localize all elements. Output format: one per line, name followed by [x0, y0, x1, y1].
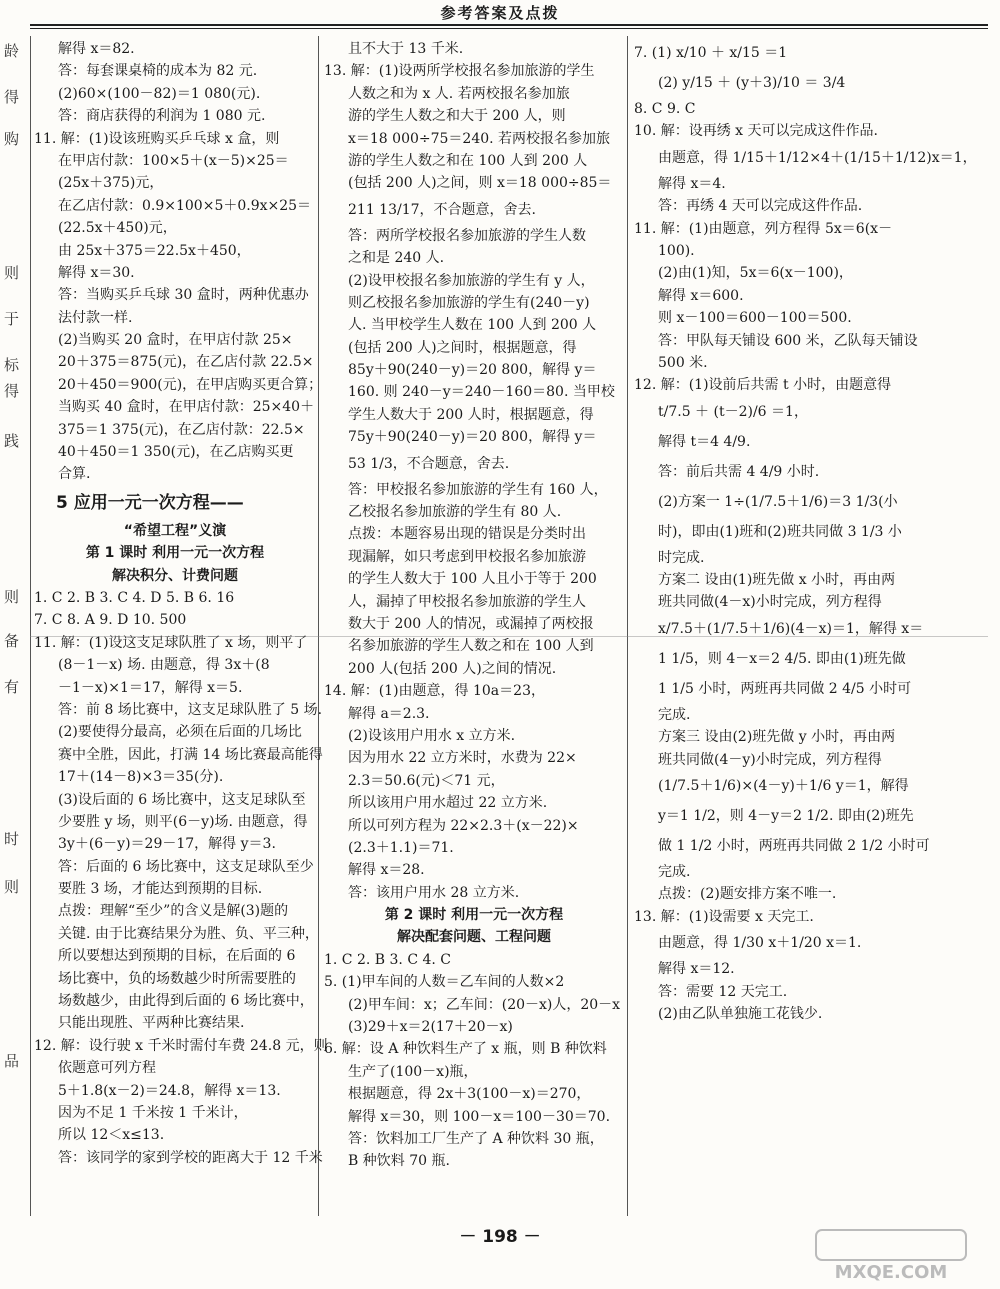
- answer-line: 解决积分、计费问题: [112, 567, 238, 584]
- answer-line: 13. 解：(1)设需要 x 天完工.: [634, 908, 814, 925]
- answer-line: 1 1/5 小时，两班再共同做 2 4/5 小时可: [658, 680, 912, 697]
- answer-line: 5. (1)甲车间的人数＝乙车间的人数×2: [324, 974, 565, 991]
- answer-line: 答：甲校报名参加旅游的学生有 160 人，: [348, 481, 608, 498]
- answer-line: 所以 12＜x≤13.: [58, 1127, 165, 1144]
- answer-line: 75y＋90(240－y)＝20 800，解得 y＝: [348, 429, 597, 446]
- answer-line: 方案二 设由(1)班先做 x 小时，再由两: [658, 572, 896, 589]
- answer-line: 17＋(14－8)×3＝35(分).: [58, 769, 224, 786]
- margin-fragment: 践: [4, 432, 20, 450]
- page-header: [0, 0, 1000, 36]
- answer-line: 完成.: [658, 706, 691, 723]
- answer-line: (2)由(1)知，5x＝6(x－100)，: [658, 265, 853, 282]
- answer-line: 40＋450＝1 350(元)，在乙店购买更: [58, 444, 294, 461]
- answer-line: 答：前后共需 4 4/9 小时.: [658, 463, 820, 480]
- answer-line: x/7.5＋(1/7.5＋1/6)(4－x)＝1，解得 x＝: [658, 620, 924, 637]
- answer-line: 1 1/5，则 4－x＝2 4/5. 即由(1)班先做: [658, 650, 906, 667]
- answer-line: 解得 x＝12.: [658, 961, 735, 978]
- answer-line: 只能出现胜、平两种比赛结果.: [58, 1015, 245, 1032]
- page-number: － 198 －: [459, 1227, 541, 1247]
- margin-fragment: 有: [4, 678, 20, 696]
- answer-line: 所以该用户用水超过 22 立方米.: [348, 795, 548, 812]
- answer-line: 游的学生人数之和大于 200 人，则: [348, 108, 566, 125]
- left-margin-fragments: [0, 36, 30, 1216]
- answer-line: 解得 x＝28.: [348, 862, 425, 879]
- answer-line: 少要胜 y 场，则平(6－y)场. 由题意，得: [58, 813, 308, 830]
- margin-fragment: 购: [4, 130, 20, 148]
- answer-line: 答：该同学的家到学校的距离大于 12 千米: [58, 1149, 323, 1166]
- margin-fragment: 得: [4, 88, 20, 106]
- answer-line: －1－x)×1＝17，解得 x＝5.: [58, 679, 243, 696]
- answer-line: (包括 200 人)之间，则 x＝18 000÷85＝: [348, 175, 612, 192]
- answer-line: 11. 解：(1)设这支足球队胜了 x 场，则平了: [34, 634, 308, 651]
- answer-line: y＝1 1/2，则 4－y＝2 1/2. 即由(2)班先: [658, 808, 914, 825]
- answer-line: 答：饮料加工厂生产了 A 种饮料 30 瓶，: [348, 1130, 604, 1147]
- answer-line: (2) y/15 ＋ (y＋3)/10 ＝ 3/4: [658, 75, 846, 91]
- answer-line: 则乙校报名参加旅游的学生有(240－y): [348, 294, 590, 311]
- answer-line: 点拨：本题容易出现的错误是分类时出: [348, 526, 586, 543]
- answer-line: 1. C 2. B 3. C 4. D 5. B 6. 16: [34, 589, 235, 606]
- watermark-logo: [796, 1228, 986, 1284]
- header-title: 参考答案及点拨: [440, 4, 560, 22]
- answer-line: 第 1 课时 利用一元一次方程: [85, 545, 265, 562]
- column-divider-2: [627, 36, 628, 1216]
- answer-line: 12. 解：设行驶 x 千米时需付车费 24.8 元，则: [34, 1037, 328, 1054]
- answer-line: 答：后面的 6 场比赛中，这支足球队至少: [58, 858, 314, 875]
- margin-fragment: 则: [4, 264, 20, 282]
- answer-line: 合算.: [58, 466, 91, 483]
- answer-line: 解得 x＝30.: [58, 264, 135, 281]
- answer-line: (3)29＋x＝2(17＋20－x): [348, 1019, 513, 1036]
- answer-line: 答：当购买乒乓球 30 盒时，两种优惠办: [58, 287, 309, 304]
- answer-line: 12. 解：(1)设前后共需 t 小时，由题意得: [634, 377, 892, 394]
- answer-line: (2)设该用户用水 x 立方米.: [348, 727, 516, 744]
- margin-fragment: 得: [4, 382, 20, 400]
- answer-line: 人数之和为 x 人. 若两校报名参加旅: [348, 85, 570, 102]
- answer-line: 方案三 设由(2)班先做 y 小时，再由两: [658, 729, 896, 746]
- answer-line: 由题意，得 1/30 x＋1/20 x＝1.: [658, 935, 862, 952]
- answer-line: 11. 解：(1)设该班购买乒乓球 x 盒，则: [34, 130, 280, 147]
- answer-line: 5 应用一元一次方程——: [56, 492, 244, 513]
- answer-line: 10. 解：设再绣 x 天可以完成这件作品.: [634, 123, 878, 140]
- page-fold-line: [30, 636, 988, 637]
- answer-line: 53 1/3，不合题意，舍去.: [348, 455, 510, 472]
- answer-line: 7. (1) x/10 ＋ x/15 ＝1: [634, 45, 788, 61]
- answer-line: (3)设后面的 6 场比赛中，这支足球队至: [58, 791, 306, 808]
- answer-line: 点拨：(2)题安排方案不唯一.: [658, 886, 837, 903]
- answer-line: 做 1 1/2 小时，两班再共同做 2 1/2 小时可: [658, 838, 930, 855]
- answer-line: 解得 x＝82.: [58, 41, 135, 57]
- answer-line: 解得 t＝4 4/9.: [658, 433, 751, 450]
- answer-line: 要胜 3 场，才能达到预期的目标.: [58, 881, 263, 898]
- answer-line: 答：再绣 4 天可以完成这件作品.: [658, 198, 863, 215]
- answer-line: 学生人数大于 200 人时，根据题意，得: [348, 406, 594, 423]
- margin-fragment: 于: [4, 310, 20, 328]
- answer-line: 7. C 8. A 9. D 10. 500: [34, 612, 187, 629]
- header-rule: [30, 24, 988, 26]
- answer-line: 赛中全胜，因此，打满 14 场比赛最高能得: [58, 746, 323, 763]
- answer-line: 解决配套问题、工程问题: [397, 929, 551, 946]
- answer-line: 20＋375＝875(元)，在乙店付款 22.5×: [58, 354, 314, 371]
- answer-line: 11. 解：(1)由题意，列方程得 5x＝6(x－: [634, 220, 893, 237]
- answer-line: 因为不足 1 千米按 1 千米计，: [58, 1104, 248, 1121]
- answer-line: 人，漏掉了甲校报名参加旅游的学生人: [348, 593, 586, 610]
- margin-fragment: 龄: [4, 42, 20, 60]
- answer-line: (2)方案一 1÷(1/7.5＋1/6)＝3 1/3(小: [658, 493, 898, 510]
- answer-line: 名参加旅游的学生人数之和在 100 人到: [348, 638, 594, 655]
- answer-line: 20＋450＝900(元)，在甲店购买更合算；: [58, 376, 323, 393]
- answer-line: 现漏解，如只考虑到甲校报名参加旅游: [348, 548, 586, 565]
- answer-line: 211 13/17，不合题意，舍去.: [348, 201, 536, 218]
- column-divider-left: [30, 36, 31, 1216]
- margin-fragment: 品: [4, 1052, 20, 1070]
- watermark-text: MXQE.COM: [834, 1262, 948, 1283]
- answer-line: (1/7.5＋1/6)×(4－y)＋1/6 y＝1，解得: [658, 778, 909, 795]
- answer-line: 解得 x＝600.: [658, 287, 744, 304]
- answer-line: “希望工程”义演: [123, 522, 227, 539]
- answer-line: 关键. 由于比赛结果分为胜、负、平三种，: [58, 925, 319, 942]
- answer-line: 根据题意，得 2x＋3(100－x)＝270，: [348, 1086, 591, 1103]
- answer-line: 时)，即由(1)班和(2)班共同做 3 1/3 小: [658, 523, 902, 540]
- answer-line: 生产了(100－x)瓶，: [348, 1063, 478, 1080]
- answer-line: 场比赛中，负的场数越少时所需要胜的: [58, 970, 296, 987]
- answer-line: 6. 解：设 A 种饮料生产了 x 瓶，则 B 种饮料: [324, 1041, 607, 1058]
- header-rule-thin: [30, 28, 988, 29]
- answer-line: 当购买 40 盒时，在甲店付款：25×40＋: [58, 399, 315, 416]
- answer-line: 375＝1 375(元)，在乙店付款：22.5×: [58, 421, 305, 438]
- answer-column-2: [324, 38, 624, 1173]
- answer-line: 13. 解：(1)设两所学校报名参加旅游的学生: [324, 63, 595, 80]
- answer-line: 答：前 8 场比赛中，这支足球队胜了 5 场.: [58, 701, 323, 718]
- answer-line: (2)当购买 20 盒时，在甲店付款 25×: [58, 332, 293, 349]
- answer-line: 第 2 课时 利用一元一次方程: [384, 907, 564, 924]
- answer-line: 游的学生人数之和在 100 人到 200 人: [348, 152, 588, 169]
- answer-line: 所以可列方程为 22×2.3＋(x－22)×: [348, 817, 579, 834]
- answer-line: 在乙店付款：0.9×100×5＋0.9x×25＝: [58, 197, 312, 214]
- answer-line: 由题意，得 1/15＋1/12×4＋(1/15＋1/12)x＝1，: [658, 149, 977, 166]
- answer-line: 答：两所学校报名参加旅游的学生人数: [348, 227, 586, 244]
- margin-fragment: 则: [4, 878, 20, 896]
- answer-line: (2)由乙队单独施工花钱少.: [658, 1005, 823, 1022]
- answer-line: t/7.5 ＋ (t－2)/6 ＝1，: [658, 403, 808, 420]
- answer-line: 班共同做(4－y)小时完成，列方程得: [658, 751, 882, 768]
- answer-line: 的学生人数大于 100 人且小于等于 200: [348, 571, 597, 588]
- margin-fragment: 备: [4, 632, 20, 650]
- margin-fragment: 时: [4, 830, 20, 848]
- answer-line: x＝18 000÷75＝240. 若两校报名参加旅: [348, 130, 611, 147]
- answer-line: B 种饮料 70 瓶.: [348, 1153, 450, 1170]
- answer-line: 由 25x＋375＝22.5x＋450，: [58, 242, 251, 259]
- answer-line: 场数越少，由此得到后面的 6 场比赛中，: [58, 993, 314, 1010]
- answer-line: 解得 x＝4.: [658, 175, 726, 192]
- answer-line: 14. 解：(1)由题意，得 10a＝23，: [324, 683, 545, 700]
- answer-line: 解得 a＝2.3.: [348, 705, 430, 722]
- answer-line: 答：甲队每天铺设 600 米，乙队每天铺设: [658, 332, 918, 349]
- answer-line: 法付款一样.: [58, 309, 133, 326]
- answer-line: (包括 200 人)之间时，根据题意，得: [348, 339, 577, 356]
- answer-line: 答：该用户用水 28 立方米.: [348, 884, 520, 901]
- answer-line: 之和是 240 人.: [348, 250, 445, 267]
- answer-line: 人. 当甲校学生人数在 100 人到 200 人: [348, 317, 597, 334]
- answer-line: 1. C 2. B 3. C 4. C: [324, 951, 452, 968]
- answer-column-3: [634, 38, 994, 1025]
- answer-line: 班共同做(4－x)小时完成，列方程得: [658, 594, 882, 611]
- answer-line: 解得 x＝30，则 100－x＝100－30＝70.: [348, 1108, 611, 1125]
- answer-line: 点拨：理解“至少”的含义是解(3)题的: [58, 903, 289, 920]
- answer-line: 且不大于 13 千米.: [348, 41, 464, 57]
- answer-line: 所以要想达到预期的目标，在后面的 6: [58, 948, 296, 965]
- answer-line: 160. 则 240－y＝240－160＝80. 当甲校: [348, 384, 615, 401]
- answer-line: 8. C 9. C: [634, 101, 696, 117]
- answer-line: 数大于 200 人的情况，或漏掉了两校报: [348, 615, 594, 632]
- answer-line: 5＋1.8(x－2)＝24.8，解得 x＝13.: [58, 1082, 281, 1099]
- answer-line: 完成.: [658, 864, 691, 881]
- answer-line: 答：商店获得的利润为 1 080 元.: [58, 108, 266, 125]
- answer-line: 2.3＝50.6(元)＜71 元，: [348, 772, 505, 789]
- answer-line: 500 米.: [658, 354, 708, 371]
- answer-line: (2)设甲校报名参加旅游的学生有 y 人，: [348, 272, 595, 289]
- answer-line: 答：需要 12 天完工.: [658, 983, 788, 1000]
- margin-fragment: 标: [4, 356, 20, 374]
- answer-line: 乙校报名参加旅游的学生有 80 人.: [348, 504, 562, 521]
- answer-line: 答：每套课桌椅的成本为 82 元.: [58, 63, 258, 80]
- answer-line: (2)60×(100－82)＝1 080(元).: [58, 85, 261, 102]
- margin-fragment: 则: [4, 588, 20, 606]
- answer-line: (8－1－x) 场. 由题意，得 3x＋(8: [58, 657, 270, 674]
- answer-line: 时完成.: [658, 549, 705, 566]
- answer-line: 3y＋(6－y)＝29－17，解得 y＝3.: [58, 836, 276, 853]
- answer-line: 依题意可列方程: [58, 1060, 156, 1077]
- answer-line: (2.3＋1.1)＝71.: [348, 839, 454, 856]
- answer-column-1: [34, 38, 328, 1169]
- answer-line: (25x＋375)元，: [58, 175, 164, 192]
- answer-line: (2)甲车间：x；乙车间：(20－x)人，20－x: [348, 996, 621, 1013]
- answer-line: 100).: [658, 242, 695, 259]
- answer-line: 200 人(包括 200 人)之间的情况.: [348, 660, 557, 677]
- answer-line: 85y＋90(240－y)＝20 800，解得 y＝: [348, 362, 597, 379]
- answer-line: 因为用水 22 立方米时，水费为 22×: [348, 750, 577, 767]
- answer-line: (22.5x＋450)元，: [58, 220, 177, 237]
- answer-line: (2)要使得分最高，必须在后面的几场比: [58, 724, 302, 741]
- answer-line: 则 x－100＝600－100＝500.: [658, 310, 852, 327]
- answer-line: 在甲店付款：100×5＋(x－5)×25＝: [58, 152, 289, 169]
